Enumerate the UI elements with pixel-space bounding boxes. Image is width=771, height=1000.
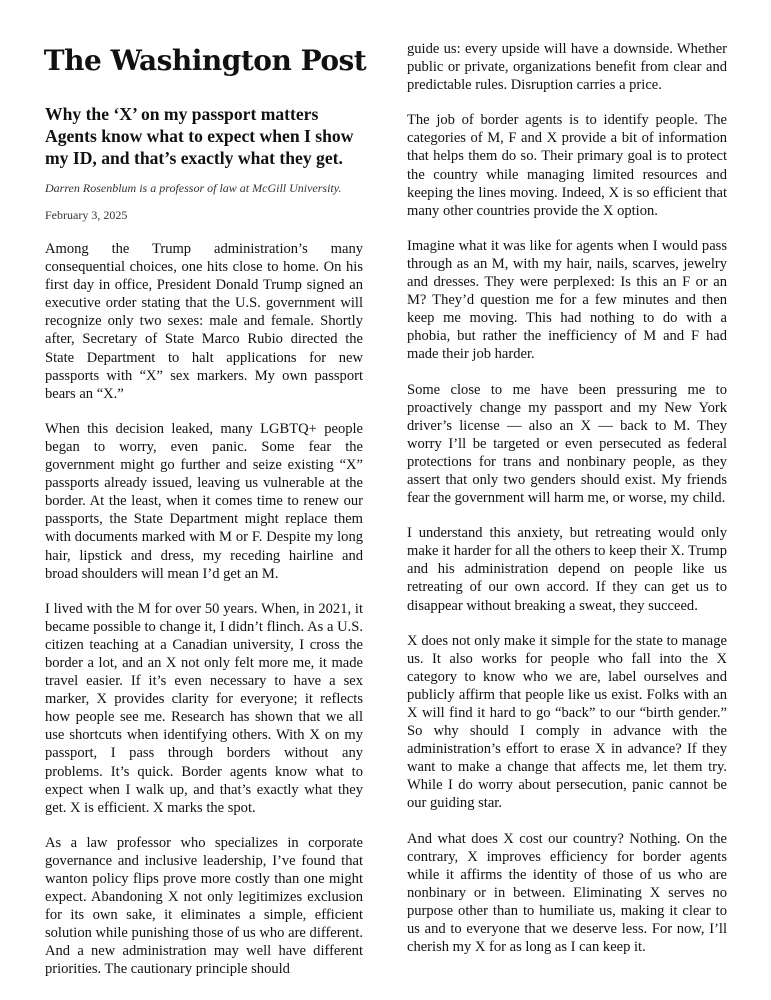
paragraph: Some close to me have been pressuring me to proactively change my passport and my New York driver’s license — also an X — back to M. They worry I’ll be targeted or even persecuted as federal protections for trans and nonbinary people, as they assert that only two genders should exist. My friends fear the government will harm me, or worse, my child. [407, 381, 727, 507]
paragraph: And what does X cost our country? Nothing. On the contrary, X improves efficiency for border agents while it affirms the identity of those of us who are nonbinary or in between. Eliminating X serves no purpose other than to humiliate us, making it clear to us and to everyone that we deserve less. For now, I’ll cherish my X for as long as I can keep it. [407, 830, 727, 956]
masthead-logo: The Washington Post [43, 44, 367, 77]
publication-date: February 3, 2025 [45, 208, 128, 222]
paragraph: The job of border agents is to identify people. The categories of M, F and X provide a bit of information that helps them do so. Their primary goal is to protect the country while managing limited resources and keeping the lines moving. Indeed, X is so efficient that many other countries provide the X option. [407, 112, 727, 219]
paragraph: I lived with the M for over 50 years. When, in 2021, it became possible to change it, I didn’t flinch. As a U.S. citizen teaching at a Canadian university, I cross the border a lot, and an X not only felt more me, it made travel easier. If it’s even necessary to have a sex marker, X provides clarity for everyone; it reflects how people see me. Research has shown that we all use shortcuts when identifying others. With X on my passport, I pass through borders without any problems. It’s quick. Border agents know what to expect when I walk up, and that’s exactly what they get. X is efficient. X marks the spot. [45, 600, 363, 816]
headline-line-2: Agents know what to expect when I show my ID, and that’s exactly what they get. [45, 126, 354, 168]
headline [45, 103, 375, 169]
paragraph: guide us: every upside will have a downside. Whether public or private, organizations benefit from clear and predictable rules. Disruption carries a price. [407, 41, 727, 94]
left-column [45, 240, 363, 996]
right-column [407, 40, 727, 973]
paragraph: When this decision leaked, many LGBTQ+ people began to worry, even panic. Some fear the government might go further and seize existing “X” passports already issued, leaving us vulnerable at the border. At the least, when it comes time to renew our passports, the State Department might replace them with documents marked with M or F. Despite my long hair, lipstick and dress, my receding hairline and broad shoulders will mean I’d get an M. [45, 420, 363, 582]
paragraph: Imagine what it was like for agents when I would pass through as an M, with my hair, nails, scarves, jewelry and dresses. They were perplexed: Is this an F or an M? They’d question me for a few minutes and then keep me moving. This had nothing to do with a phobia, but rather the inefficiency of M and F had made their job harder. [407, 237, 727, 363]
paragraph: I understand this anxiety, but retreating would only make it harder for all the others to keep their X. Trump and his administration depend on people like us retreating of our own accord. If they can get us to disappear without breaking a sweat, they succeed. [407, 525, 727, 614]
paragraph: Among the Trump administration’s many consequential choices, one hits close to home. On his first day in office, President Donald Trump signed an executive order stating that the U.S. government will recognize only two sexes: male and female. Shortly after, Secretary of State Marco Rubio directed the State Department to halt applications for new passports with “X” sex markers. My own passport bears an “X.” [45, 241, 363, 402]
paragraph: As a law professor who specializes in corporate governance and inclusive leadership, I’ve found that wanton policy flips prove more costly than one might expect. Abandoning X not only legitimizes exclusion for its own sake, it eliminates a simple, efficient solution while punishing those of us who are different. And a new administration may well have different priorities. The cautionary principle should [45, 834, 363, 978]
byline: Darren Rosenblum is a professor of law at McGill University. [45, 181, 342, 195]
paragraph: X does not only make it simple for the state to manage us. It also works for people who fall into the X category to know who we are, label ourselves and publicly affirm that people like us exist. Folks with an X will find it hard to go “back” to our “birth gender.” So why should I comply in advance with the administration’s effort to erase X in advance? If they want to make a change that affects me, let them try. While I do worry about persecution, panic cannot be our guiding star. [407, 632, 727, 812]
headline-line-1: Why the ‘X’ on my passport matters [45, 104, 319, 124]
